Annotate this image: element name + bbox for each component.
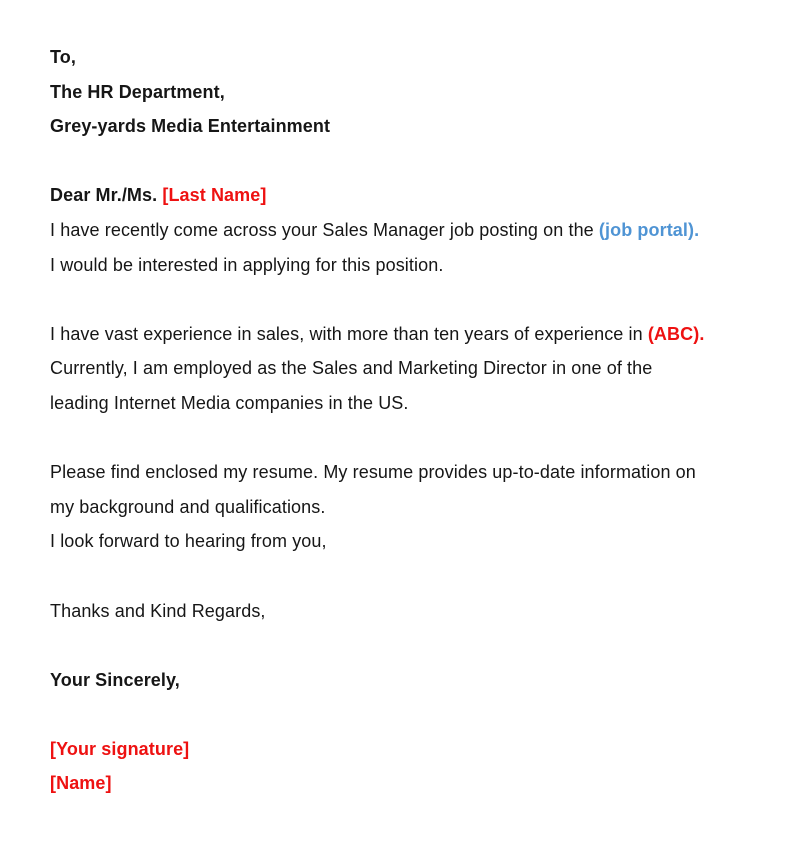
company-abc-placeholder: (ABC). — [647, 323, 705, 344]
last-name-placeholder: [Last Name] — [162, 185, 267, 206]
intro-line-1 — [50, 213, 742, 248]
resume-line-3: I look forward to hearing from you, — [50, 531, 327, 552]
experience-line-2: Currently, I am employed as the Sales and Marketing Director in one of the — [50, 358, 653, 379]
resume-line-2: my background and qualifications. — [50, 496, 326, 517]
job-portal-placeholder: (job portal). — [598, 219, 700, 240]
recipient-company: Grey-yards Media Entertainment — [50, 116, 331, 137]
experience-line-1-text: I have vast experience in sales, with more than ten years of experience in — [50, 323, 648, 344]
sign-off-line: Your Sincerely, — [50, 669, 180, 690]
intro-line-2: I would be interested in applying for this position. — [50, 254, 444, 275]
experience-line-1 — [50, 317, 742, 352]
regards-line: Thanks and Kind Regards, — [50, 600, 266, 621]
recipient-block — [50, 40, 742, 144]
resume-block — [50, 455, 742, 559]
resume-line-1: Please find enclosed my resume. My resume provides up-to-date information on — [50, 462, 696, 483]
salutation-and-intro-block — [50, 178, 742, 282]
regards-block — [50, 594, 742, 629]
name-placeholder: [Name] — [50, 773, 112, 794]
experience-line-3: leading Internet Media companies in the US. — [50, 392, 409, 413]
signature-placeholder: [Your signature] — [50, 738, 190, 759]
recipient-to: To, — [50, 47, 76, 67]
signature-block — [50, 732, 742, 801]
experience-block — [50, 317, 742, 421]
salutation-line — [50, 178, 742, 213]
recipient-department: The HR Department, — [50, 81, 225, 102]
intro-line-1-text: I have recently come across your Sales Manager job posting on the — [50, 219, 599, 240]
sign-off-block — [50, 663, 742, 698]
salutation-text: Dear Mr./Ms. — [50, 185, 163, 206]
